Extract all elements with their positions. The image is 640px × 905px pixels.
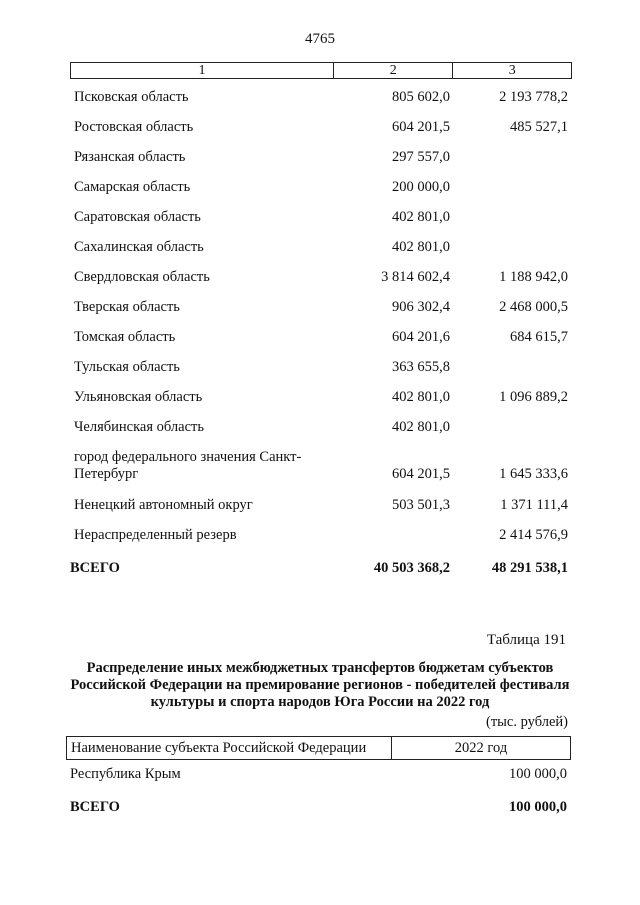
page-number: 4765 xyxy=(305,31,335,47)
total-col3: 48 291 538,1 xyxy=(491,560,568,576)
region-name: Челябинская область xyxy=(74,419,204,435)
table-number: Таблица 191 xyxy=(486,632,566,648)
table-row xyxy=(70,329,572,346)
total-row xyxy=(70,560,572,577)
region-name: Нераспределенный резерв xyxy=(74,527,237,543)
table-row xyxy=(70,449,572,483)
value-col2: 363 655,8 xyxy=(392,359,450,375)
table2-total-row xyxy=(70,799,567,816)
value-col2: 402 801,0 xyxy=(392,239,450,255)
region-name: Псковская область xyxy=(74,89,189,105)
distribution-table xyxy=(70,62,572,576)
region-name: Саратовская область xyxy=(74,209,201,225)
region-name: Рязанская область xyxy=(74,149,186,165)
value-col3: 1 645 333,6 xyxy=(499,466,568,482)
value-col3 xyxy=(454,149,572,166)
value-col2 xyxy=(334,527,454,544)
total-value: 100 000,0 xyxy=(509,799,567,815)
value-col3: 2 193 778,2 xyxy=(499,89,568,105)
value-col3 xyxy=(454,419,572,436)
value-col3 xyxy=(454,239,572,256)
value-col3: 1 096 889,2 xyxy=(499,389,568,405)
value-col2: 604 201,5 xyxy=(392,119,450,135)
table-header-row xyxy=(70,62,572,79)
value-col3: 1 371 111,4 xyxy=(500,497,568,513)
table-title: Распределение иных межбюджетных трансфертов бюджетам субъектов Российской Федерации на премирование регионов - победителей фестиваля культуры и спорта народов Юга России на 2022 год xyxy=(70,660,570,710)
value-col2: 402 801,0 xyxy=(392,419,450,435)
table-row xyxy=(70,239,572,256)
region-name: Ульяновская область xyxy=(74,389,203,405)
value-col3: 485 527,1 xyxy=(510,119,568,135)
value-col3: 2 468 000,5 xyxy=(499,299,568,315)
value-col3 xyxy=(454,179,572,196)
region-name: Ростовская область xyxy=(74,119,194,135)
column-header-year: 2022 год xyxy=(454,740,508,756)
value-col3 xyxy=(454,359,572,376)
column-header-2: 2 xyxy=(334,63,454,78)
value-col2: 3 814 602,4 xyxy=(381,269,450,285)
table-row xyxy=(70,497,572,514)
region-name: Свердловская область xyxy=(74,269,210,285)
region-name: Томская область xyxy=(74,329,176,345)
table-row xyxy=(70,389,572,406)
value-col2: 200 000,0 xyxy=(392,179,450,195)
table-row xyxy=(70,209,572,226)
value-col3: 1 188 942,0 xyxy=(499,269,568,285)
table-row xyxy=(70,299,572,316)
column-header-1: 1 xyxy=(71,63,334,78)
total-col2: 40 503 368,2 xyxy=(373,560,450,576)
value-col3: 684 615,7 xyxy=(510,329,568,345)
table-row xyxy=(70,89,572,106)
table-row xyxy=(70,179,572,196)
total-label: ВСЕГО xyxy=(70,799,120,815)
region-name: город федерального значения Санкт-Петербург xyxy=(74,449,302,482)
region-value: 100 000,0 xyxy=(509,766,567,782)
table-row xyxy=(70,359,572,376)
table2-row xyxy=(70,766,567,783)
region-name: Самарская область xyxy=(74,179,191,195)
region-name: Тульская область xyxy=(74,359,180,375)
value-col2: 805 602,0 xyxy=(392,89,450,105)
total-label: ВСЕГО xyxy=(70,560,120,576)
region-name: Республика Крым xyxy=(70,766,181,782)
value-col3 xyxy=(454,209,572,226)
value-col3: 2 414 576,9 xyxy=(499,527,568,543)
region-name: Ненецкий автономный округ xyxy=(74,497,253,513)
value-col2: 402 801,0 xyxy=(392,209,450,225)
value-col2: 503 501,3 xyxy=(392,497,450,513)
column-header-3: 3 xyxy=(508,63,516,78)
table-row xyxy=(70,119,572,136)
region-name: Сахалинская область xyxy=(74,239,204,255)
units-label: (тыс. рублей) xyxy=(486,714,568,730)
region-name: Тверская область xyxy=(74,299,180,315)
value-col2: 604 201,6 xyxy=(392,329,450,345)
table-row xyxy=(70,149,572,166)
value-col2: 402 801,0 xyxy=(392,389,450,405)
table-row xyxy=(70,269,572,286)
table-row xyxy=(70,527,572,544)
table-row xyxy=(70,419,572,436)
column-header-name: Наименование субъекта Российской Федерации xyxy=(67,737,392,759)
table2-header-row xyxy=(66,736,571,760)
value-col2: 906 302,4 xyxy=(392,299,450,315)
value-col2: 297 557,0 xyxy=(392,149,450,165)
value-col2: 604 201,5 xyxy=(392,466,450,482)
